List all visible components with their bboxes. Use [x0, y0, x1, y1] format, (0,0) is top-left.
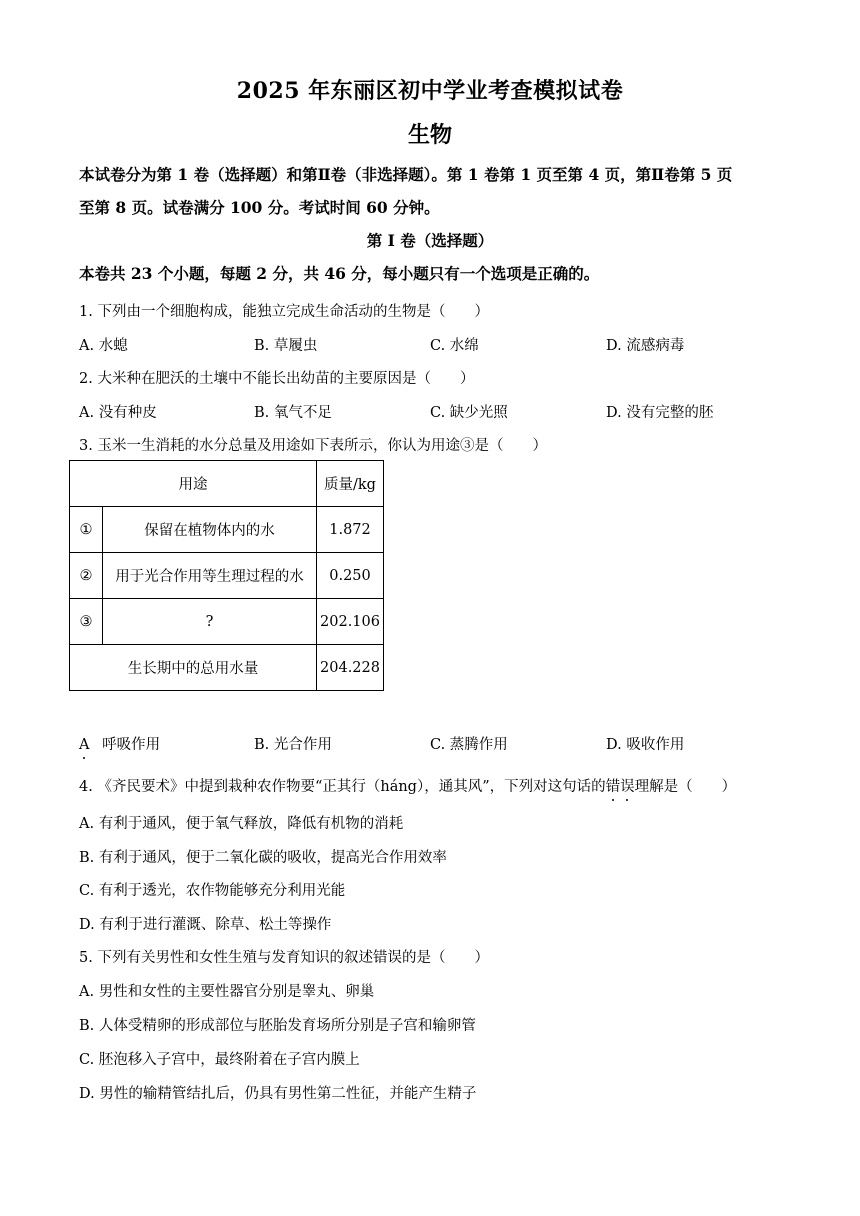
q4-stem-end: 理解是（ ） — [634, 779, 737, 795]
row-use: ? — [103, 599, 317, 645]
row-number: ① — [70, 507, 103, 553]
question-5-stem: 5. 下列有关男性和女性生殖与发育知识的叙述错误的是（ ） — [79, 950, 489, 966]
instructions-line-1: 本试卷分为第 1 卷（选择题）和第Ⅱ卷（非选择题）。第 1 卷第 1 页至第 4 页，第Ⅱ卷第 5 页 — [79, 165, 733, 184]
question-4-stem — [79, 775, 736, 796]
question-3-stem: 3. 玉米一生消耗的水分总量及用途如下表所示，你认为用途③是（ ） — [79, 438, 547, 454]
q3-option-a-letter: A — [79, 737, 90, 753]
q2-option-c: C. 缺少光照 — [430, 405, 508, 421]
row-number: ③ — [70, 599, 103, 645]
total-mass: 204.228 — [317, 645, 384, 691]
table-header-row — [70, 461, 384, 507]
table-row — [70, 599, 384, 645]
table-header-mass: 质量/kg — [317, 461, 384, 507]
table-header-use: 用途 — [70, 461, 317, 507]
q4-stem-start: 4. 《齐民要术》中提到栽种农作物要“正其行（háng），通其风”，下列对这句话的 — [79, 779, 606, 795]
q4-option-b: B. 有利于通风，便于二氧化碳的吸收，提高光合作用效率 — [79, 850, 447, 866]
q3-option-a — [79, 733, 160, 754]
row-use: 用于光合作用等生理过程的水 — [103, 553, 317, 599]
subject-title: 生物 — [407, 122, 452, 148]
q3-option-c: C. 蒸腾作用 — [430, 737, 508, 753]
q1-option-c: C. 水绵 — [430, 338, 479, 354]
q2-option-d: D. 没有完整的胚 — [606, 405, 714, 421]
q4-stem-emphasis-2: 误 — [620, 779, 635, 795]
q2-option-a: A. 没有种皮 — [79, 405, 157, 421]
q5-option-d: D. 男性的输精管结扎后，仍具有男性第二性征，并能产生精子 — [79, 1086, 477, 1102]
exam-instructions — [79, 158, 789, 224]
row-use: 保留在植物体内的水 — [103, 507, 317, 553]
q1-option-b: B. 草履虫 — [254, 338, 318, 354]
q3-option-d: D. 吸收作用 — [606, 737, 685, 753]
question-2-stem: 2. 大米种在肥沃的土壤中不能长出幼苗的主要原因是（ ） — [79, 371, 475, 387]
q4-stem-emphasis-1: 错 — [605, 779, 621, 795]
q5-option-c: C. 胚泡移入子宫中，最终附着在子宫内膜上 — [79, 1052, 360, 1068]
water-usage-table — [69, 460, 384, 691]
q3-option-a-text: 呼吸作用 — [102, 737, 161, 753]
table-row — [70, 553, 384, 599]
q2-option-b: B. 氧气不足 — [254, 405, 332, 421]
q3-option-b: B. 光合作用 — [254, 737, 332, 753]
q5-option-a: A. 男性和女性的主要性器官分别是睾丸、卵巢 — [79, 984, 375, 1000]
exam-title: 2025 年东丽区初中学业考查模拟试卷 — [236, 78, 624, 104]
q4-option-a: A. 有利于通风，便于氧气释放，降低有机物的消耗 — [79, 816, 404, 832]
row-mass: 202.106 — [317, 599, 384, 645]
row-mass: 0.250 — [317, 553, 384, 599]
section-title: 第 I 卷（选择题） — [366, 231, 494, 250]
table-row — [70, 507, 384, 553]
q4-option-c: C. 有利于透光，农作物能够充分利用光能 — [79, 883, 346, 899]
total-label: 生长期中的总用水量 — [70, 645, 317, 691]
instructions-line-2: 至第 8 页。试卷满分 100 分。考试时间 60 分钟。 — [79, 198, 440, 217]
table-total-row — [70, 645, 384, 691]
row-mass: 1.872 — [317, 507, 384, 553]
question-1-stem: 1. 下列由一个细胞构成，能独立完成生命活动的生物是（ ） — [79, 304, 489, 320]
q1-option-d: D. 流感病毒 — [606, 338, 685, 354]
section-description: 本卷共 23 个小题，每题 2 分，共 46 分，每小题只有一个选项是正确的。 — [79, 264, 600, 283]
row-number: ② — [70, 553, 103, 599]
q5-option-b: B. 人体受精卵的形成部位与胚胎发育场所分别是子宫和输卵管 — [79, 1018, 476, 1034]
q4-option-d: D. 有利于进行灌溉、除草、松土等操作 — [79, 917, 332, 933]
q1-option-a: A. 水螅 — [79, 338, 128, 354]
